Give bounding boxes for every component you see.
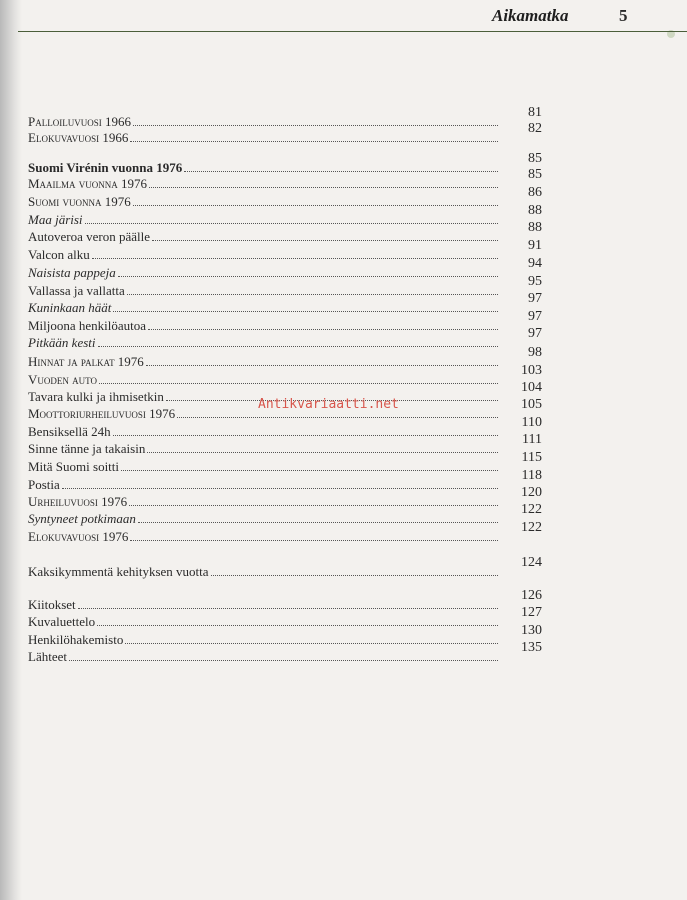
toc-entry-title: Naisista pappeja [28, 265, 116, 280]
dot-leader [78, 608, 498, 609]
toc-entry-title: Pitkään kesti [28, 335, 96, 350]
toc-entry [28, 193, 500, 209]
dot-leader [121, 470, 498, 471]
dot-leader [152, 240, 498, 241]
dot-leader [146, 365, 498, 366]
dot-leader [85, 223, 498, 224]
dot-leader [99, 383, 498, 384]
toc-entry-title: Henkilöhakemisto [28, 632, 124, 647]
toc-entry-page-number: 122 [521, 502, 542, 517]
toc-entry-title: Kiitokset [28, 597, 76, 612]
toc-entry [28, 631, 500, 647]
toc-entry [28, 228, 500, 244]
toc-entry [28, 334, 500, 350]
dot-leader [138, 522, 498, 523]
toc-entry-title: Elokuvavuosi 1976 [28, 529, 129, 544]
toc-entry-title: Valcon alku [28, 247, 90, 262]
toc-entry-title: Lähteet [28, 649, 67, 664]
toc-entry-page-number: 82 [528, 121, 542, 136]
toc-entry-title: Syntyneet potkimaan [28, 511, 136, 526]
toc-entry-page-number: 135 [521, 640, 542, 655]
running-header-title: Aikamatka [492, 6, 569, 25]
toc-entry [28, 371, 500, 387]
toc-entry-page-number: 98 [528, 345, 542, 360]
toc-entry [28, 353, 500, 369]
toc-entry-title: Vuoden auto [28, 372, 97, 387]
toc-entry-page-number: 105 [521, 397, 542, 412]
toc-entry [28, 175, 500, 191]
dot-leader [148, 329, 498, 330]
toc-entry-title: Maailma vuonna 1976 [28, 176, 148, 191]
toc-entry-page-number: 88 [528, 203, 542, 218]
toc-entry [28, 510, 500, 526]
toc-entry [28, 264, 500, 280]
dot-leader [129, 505, 498, 506]
toc-entry-page-number: 97 [528, 326, 542, 341]
dot-leader [147, 452, 498, 453]
toc-entry-page-number: 110 [521, 415, 542, 430]
toc-entry-page-number: 97 [528, 309, 542, 324]
toc-entry-title: Sinne tänne ja takaisin [28, 441, 146, 456]
toc-entry [28, 159, 500, 175]
toc-entry-title: Bensiksellä 24h [28, 424, 111, 439]
toc-entry-page-number: 91 [528, 238, 542, 253]
toc-entry-title: Elokuvavuosi 1966 [28, 130, 129, 145]
dot-leader [125, 643, 498, 644]
toc-entry [28, 423, 500, 439]
toc-entry [28, 299, 500, 315]
toc-entry-page-number: 85 [528, 151, 542, 166]
dot-leader [127, 294, 498, 295]
toc-entry [28, 613, 500, 629]
toc-entry-title: Miljoona henkilöautoa [28, 318, 147, 333]
toc-entry-page-number: 86 [528, 185, 542, 200]
dot-leader [97, 625, 498, 626]
toc-entry [28, 648, 500, 664]
toc-entry-page-number: 130 [521, 623, 542, 638]
dot-leader [113, 311, 498, 312]
dot-leader [133, 205, 498, 206]
toc-entry-title: Urheiluvuosi 1976 [28, 494, 128, 509]
dot-leader [92, 258, 498, 259]
toc-entry-title: Kaksikymmentä kehityksen vuotta [28, 564, 209, 579]
toc-entry-title: Vallassa ja vallatta [28, 283, 125, 298]
toc-entry [28, 440, 500, 456]
toc-entry-page-number: 81 [528, 105, 542, 120]
dot-leader [133, 125, 498, 126]
toc-entry-title: Moottoriurheiluvuosi 1976 [28, 406, 176, 421]
toc-entry-title: Suomi vuonna 1976 [28, 194, 131, 209]
toc-entry-page-number: 104 [521, 380, 542, 395]
toc-entry-page-number: 118 [521, 468, 542, 483]
dot-leader [69, 660, 498, 661]
toc-entry-page-number: 122 [521, 520, 542, 535]
toc-entry-title: Postia [28, 477, 60, 492]
toc-entry [28, 211, 500, 227]
toc-entry-page-number: 97 [528, 291, 542, 306]
toc-entry [28, 246, 500, 262]
dot-leader [98, 346, 498, 347]
dot-leader [211, 575, 498, 576]
toc-entry [28, 493, 500, 509]
dot-leader [149, 187, 498, 188]
toc-entry [28, 596, 500, 612]
toc-entry [28, 528, 500, 544]
dot-leader [130, 540, 498, 541]
watermark-text: Antikvariaatti.net [258, 397, 399, 412]
toc-entry-page-number: 95 [528, 274, 542, 289]
dot-leader [130, 141, 498, 142]
dot-leader [113, 435, 498, 436]
toc-entry [28, 113, 500, 129]
toc-entry-page-number: 94 [528, 256, 542, 271]
toc-entry-title: Palloiluvuosi 1966 [28, 114, 131, 129]
toc-entry-page-number: 120 [521, 485, 542, 500]
dot-leader [62, 488, 498, 489]
toc-entry-title: Suomi Virénin vuonna 1976 [28, 160, 183, 175]
toc-entry-page-number: 115 [521, 450, 542, 465]
toc-entry-title: Maa järisi [28, 212, 83, 227]
toc-entry [28, 458, 500, 474]
toc-entry-title: Tavara kulki ja ihmisetkin [28, 389, 164, 404]
dot-leader [118, 276, 498, 277]
toc-entry-page-number: 124 [521, 555, 542, 570]
toc-entry [28, 129, 500, 145]
toc-entry-title: Kuninkaan häät [28, 300, 112, 315]
toc-entry [28, 476, 500, 492]
toc-entry-page-number: 103 [521, 363, 542, 378]
toc-entry [28, 317, 500, 333]
toc-entry-title: Hinnat ja palkat 1976 [28, 354, 144, 369]
toc-entry-page-number: 111 [522, 432, 542, 447]
toc-entry-page-number: 88 [528, 220, 542, 235]
toc-entry [28, 282, 500, 298]
toc-entry [28, 563, 500, 579]
toc-entry-page-number: 85 [528, 167, 542, 182]
toc-entry-page-number: 127 [521, 605, 542, 620]
header-rule [18, 31, 687, 32]
toc-entry-page-number: 126 [521, 588, 542, 603]
toc-entry-title: Autoveroa veron päälle [28, 229, 151, 244]
dot-leader [177, 417, 498, 418]
book-gutter-shadow [0, 0, 22, 900]
header-page-number: 5 [619, 6, 628, 25]
dot-leader [184, 171, 498, 172]
toc-entry-title: Kuvaluettelo [28, 614, 96, 629]
toc-entry-title: Mitä Suomi soitti [28, 459, 120, 474]
